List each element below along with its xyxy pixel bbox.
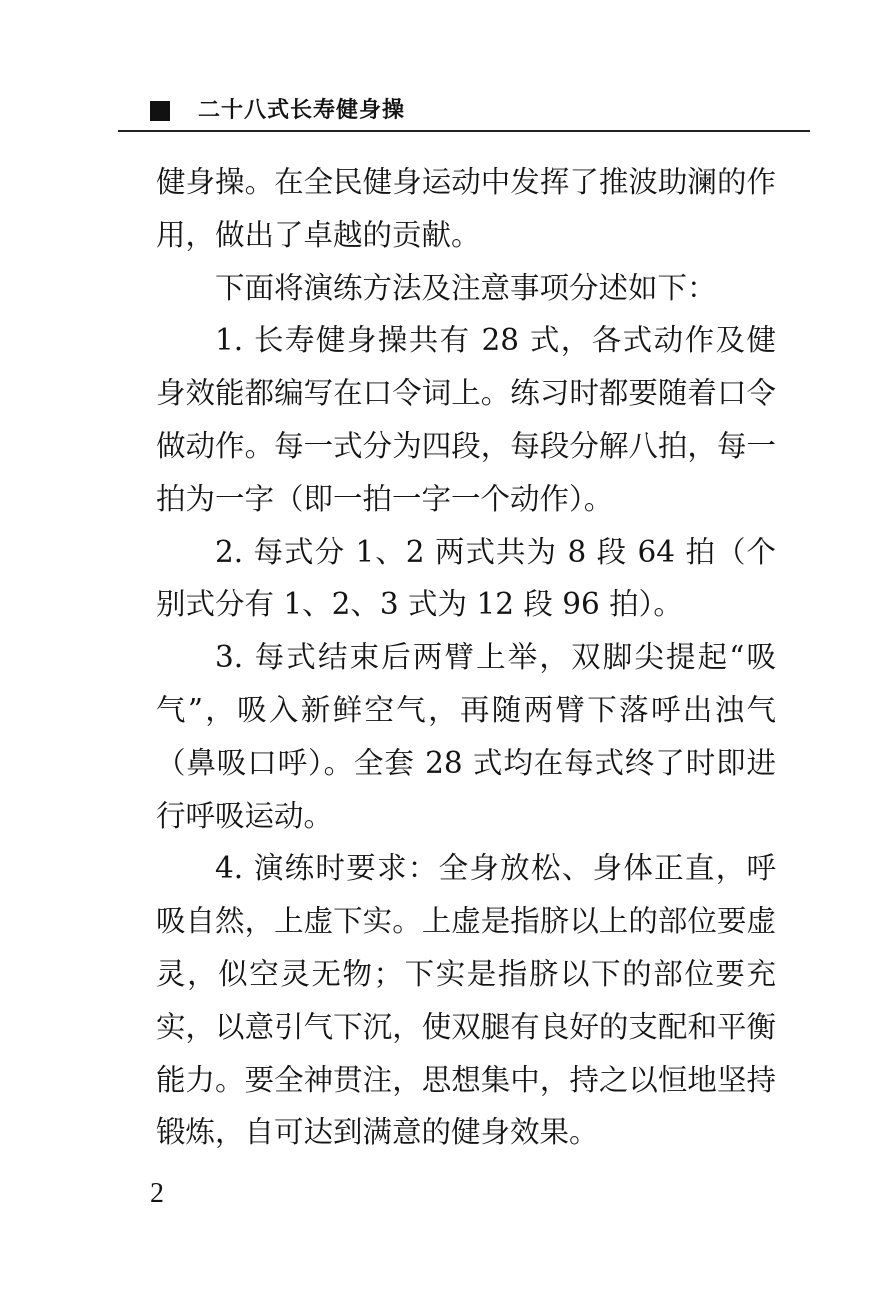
paragraph-item-3: 3. 每式结束后两臂上举，双脚尖提起“吸气”，吸入新鲜空气，再随两臂下落呼出浊气（鼻吸口呼）。全套 28 式均在每式终了时即进行呼吸运动。 (156, 640, 776, 833)
paragraph-intro: 下面将演练方法及注意事项分述如下： (215, 270, 717, 305)
paragraph-item-1: 1. 长寿健身操共有 28 式，各式动作及健身效能都编写在口令词上。练习时都要随着口令做动作。每一式分为四段，每段分解八拍，每一拍为一字（即一拍一字一个动作）。 (156, 323, 776, 516)
header-square-icon (150, 101, 170, 121)
header-rule (118, 130, 810, 132)
paragraph-item-2: 2. 每式分 1、2 两式共为 8 段 64 拍（个别式分有 1、2、3 式为 12 段 96 拍）。 (156, 534, 776, 622)
paragraph-continuation: 健身操。在全民健身运动中发挥了推波助澜的作用，做出了卓越的贡献。 (156, 165, 776, 252)
page-number: 2 (150, 1178, 164, 1209)
running-header (150, 94, 405, 128)
running-header-title: 二十八式长寿健身操 (198, 98, 406, 123)
body-text (156, 156, 776, 1159)
paragraph-item-4: 4. 演练时要求：全身放松、身体正直，呼吸自然，上虚下实。上虚是指脐以上的部位要虚灵，似空灵无物；下实是指脐以下的部位要充实，以意引气下沉，使双腿有良好的支配和平衡能力。要全神贯注，思想集中，持之以恒地坚持锻炼，自可达到满意的健身效果。 (156, 851, 776, 1150)
